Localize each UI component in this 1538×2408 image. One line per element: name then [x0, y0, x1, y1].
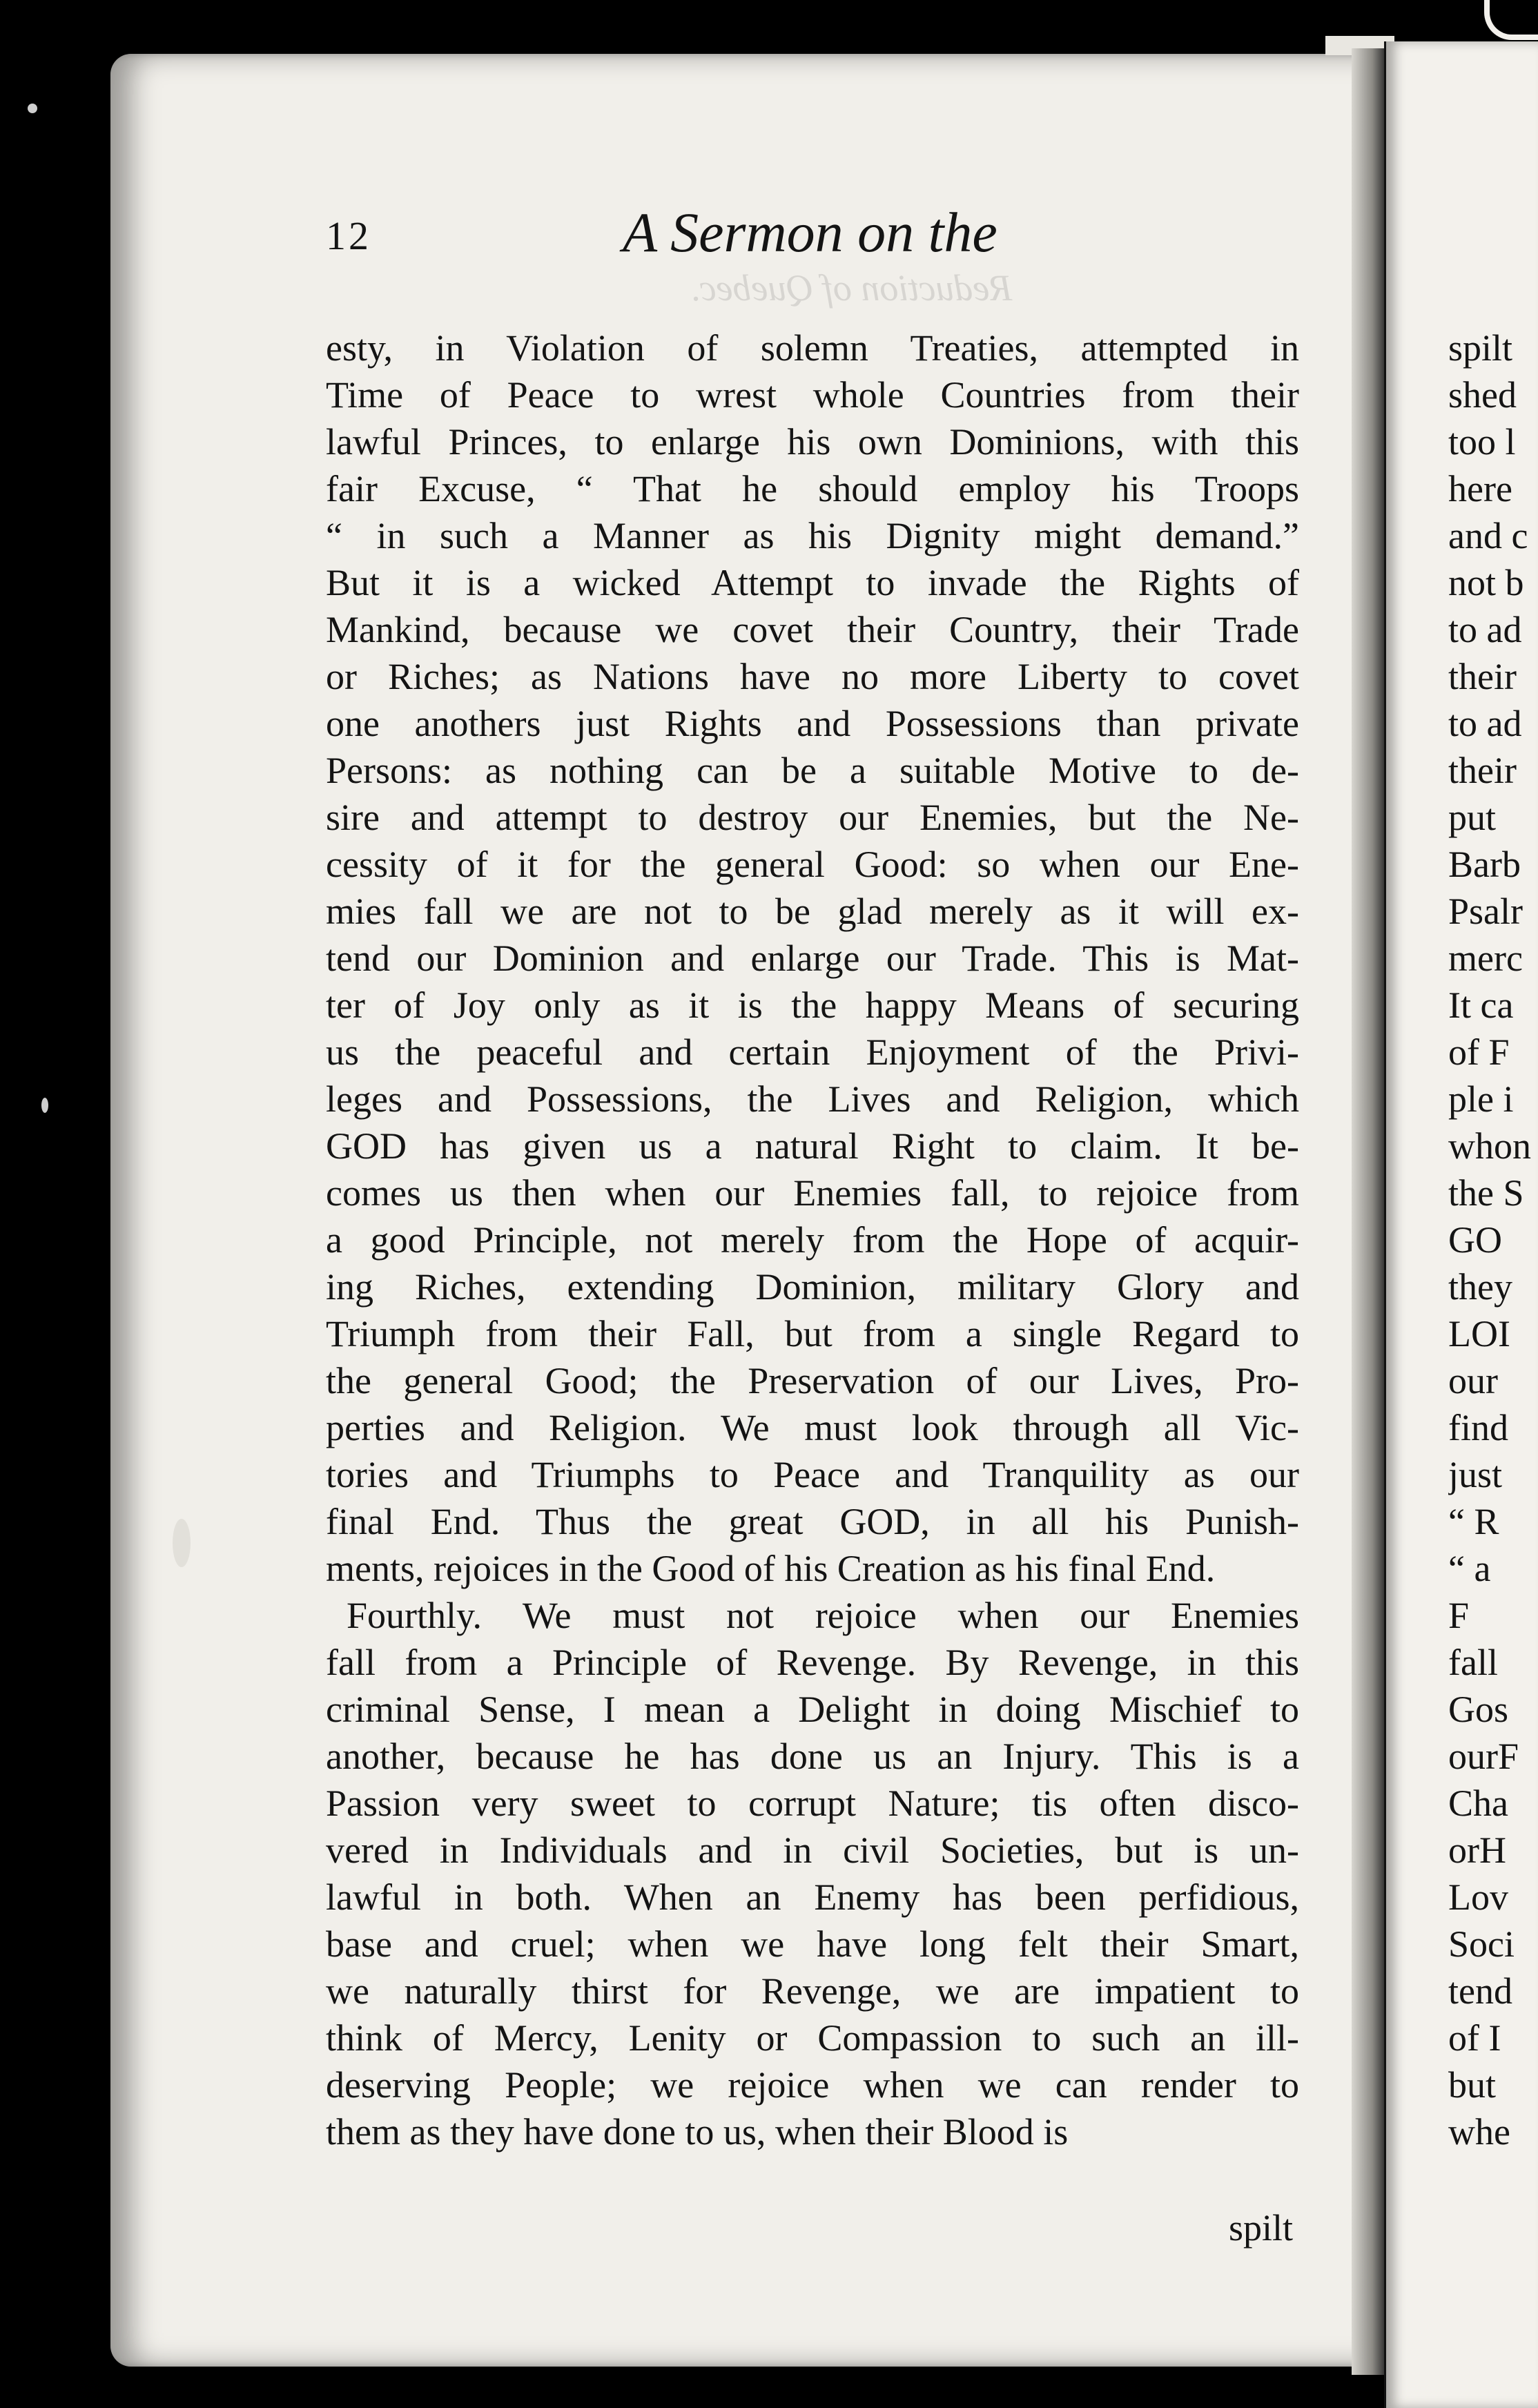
- text-line: one anothers just Rights and Possessions than private: [326, 703, 1299, 744]
- facing-page-line: not b: [1448, 562, 1524, 603]
- facing-page-line: “ a: [1448, 1548, 1491, 1589]
- text-line: them as they have done to us, when their Blood is: [326, 2111, 1069, 2153]
- text-line: fall from a Principle of Revenge. By Revenge, in this: [326, 1642, 1299, 1683]
- text-line: mies fall we are not to be glad merely as it will ex-: [326, 891, 1299, 932]
- facing-page-line: Cha: [1448, 1783, 1508, 1824]
- scan-speck: [28, 104, 37, 113]
- facing-page-line: It ca: [1448, 984, 1514, 1026]
- facing-page-line: and c: [1448, 515, 1528, 556]
- facing-page-line: whe: [1448, 2111, 1510, 2153]
- catchword: spilt: [1229, 2207, 1294, 2249]
- facing-page-line: here: [1448, 468, 1512, 509]
- text-line: criminal Sense, I mean a Delight in doing Mischief to: [326, 1689, 1299, 1730]
- text-line: we naturally thirst for Revenge, we are impatient to: [326, 1970, 1299, 2012]
- text-line: Triumph from their Fall, but from a single Regard to: [326, 1313, 1299, 1354]
- text-line: us the peaceful and certain Enjoyment of the Privi-: [326, 1031, 1299, 1073]
- text-line: another, because he has done us an Injury. This is a: [326, 1736, 1299, 1777]
- scan-speck: [41, 1098, 48, 1113]
- facing-page-line: F: [1448, 1595, 1470, 1636]
- text-line: deserving People; we rejoice when we can render to: [326, 2064, 1299, 2106]
- facing-page-line: the S: [1448, 1172, 1524, 1214]
- text-line: base and cruel; when we have long felt their Smart,: [326, 1923, 1299, 1965]
- text-line: or Riches; as Nations have no more Liberty to covet: [326, 656, 1299, 697]
- facing-page-line: of F: [1448, 1031, 1510, 1073]
- facing-page-line: their: [1448, 750, 1517, 791]
- facing-page-line: whon: [1448, 1125, 1531, 1167]
- facing-page-line: ourF: [1448, 1736, 1519, 1777]
- facing-page-line: merc: [1448, 938, 1523, 979]
- text-line: sire and attempt to destroy our Enemies, but the Ne-: [326, 797, 1299, 838]
- text-line: tories and Triumphs to Peace and Tranquility as our: [326, 1454, 1299, 1495]
- text-line: cessity of it for the general Good: so when our Ene-: [326, 844, 1299, 885]
- page-stain: [173, 1519, 191, 1567]
- facing-page-line: of I: [1448, 2017, 1501, 2059]
- running-head: [326, 197, 1299, 273]
- text-line: think of Mercy, Lenity or Compassion to such an ill-: [326, 2017, 1299, 2059]
- facing-page-line: put: [1448, 797, 1497, 838]
- facing-page-line: LOI: [1448, 1313, 1510, 1354]
- facing-page-line: Psalr: [1448, 891, 1523, 932]
- text-line: Passion very sweet to corrupt Nature; tis often disco-: [326, 1783, 1299, 1824]
- facing-page-line: fall: [1448, 1642, 1498, 1683]
- text-line: But it is a wicked Attempt to invade the Rights of: [326, 562, 1299, 603]
- text-line: a good Principle, not merely from the Hope of acquir-: [326, 1219, 1299, 1261]
- text-line: lawful Princes, to enlarge his own Dominions, with this: [326, 421, 1299, 463]
- facing-page-line: to ad: [1448, 609, 1522, 650]
- facing-page-line: just: [1448, 1454, 1503, 1495]
- facing-page-line: to ad: [1448, 703, 1522, 744]
- text-line: the general Good; the Preservation of our Lives, Pro-: [326, 1360, 1299, 1401]
- page-corner-mark: [1484, 0, 1538, 40]
- facing-page-line: “ R: [1448, 1501, 1499, 1542]
- text-line: Time of Peace to wrest whole Countries from their: [326, 374, 1299, 416]
- text-line: final End. Thus the great GOD, in all his Punish-: [326, 1501, 1299, 1542]
- facing-page-line: ple i: [1448, 1078, 1514, 1120]
- text-line: vered in Individuals and in civil Societies, but is un-: [326, 1829, 1299, 1871]
- text-line: perties and Religion. We must look through all Vic-: [326, 1407, 1299, 1448]
- text-line: ter of Joy only as it is the happy Means of securing: [326, 984, 1299, 1026]
- body-text: [326, 324, 1299, 2155]
- text-line: ing Riches, extending Dominion, military Glory and: [326, 1266, 1299, 1308]
- text-line: tend our Dominion and enlarge our Trade. This is Mat-: [326, 938, 1299, 979]
- text-line: “ in such a Manner as his Dignity might demand.”: [326, 515, 1299, 556]
- text-line: lawful in both. When an Enemy has been perfidious,: [326, 1876, 1299, 1918]
- text-line: esty, in Violation of solemn Treaties, attempted in: [326, 327, 1299, 369]
- facing-page-line: but: [1448, 2064, 1497, 2106]
- facing-page-line: Gos: [1448, 1689, 1509, 1730]
- facing-page-line: orH: [1448, 1829, 1506, 1871]
- facing-page-line: our: [1448, 1360, 1498, 1401]
- text-line: Persons: as nothing can be a suitable Motive to de-: [326, 750, 1299, 791]
- facing-page-line: too l: [1448, 421, 1516, 463]
- facing-page-line: shed: [1448, 374, 1517, 416]
- facing-page-line: tend: [1448, 1970, 1512, 2012]
- facing-page-line: Soci: [1448, 1923, 1515, 1965]
- facing-page-line: spilt: [1448, 327, 1513, 369]
- bleed-through-text: Reduction of Quebec.: [690, 267, 1013, 309]
- running-title: A Sermon on the: [623, 201, 997, 264]
- text-line: Mankind, because we covet their Country, their Trade: [326, 609, 1299, 650]
- facing-page-line: Lov: [1448, 1876, 1508, 1918]
- book-gutter: [1352, 48, 1386, 2375]
- text-line: leges and Possessions, the Lives and Religion, which: [326, 1078, 1299, 1120]
- facing-page-line: GO: [1448, 1219, 1502, 1261]
- facing-page-line: find: [1448, 1407, 1508, 1448]
- text-line: fair Excuse, “ That he should employ his Troops: [326, 468, 1299, 509]
- text-line: ments, rejoices in the Good of his Creation as his final End.: [326, 1548, 1216, 1589]
- text-line: comes us then when our Enemies fall, to rejoice from: [326, 1172, 1299, 1214]
- facing-page-line: Barb: [1448, 844, 1521, 885]
- text-line: GOD has given us a natural Right to claim. It be-: [326, 1125, 1299, 1167]
- page-number: 12: [326, 213, 371, 258]
- text-line: Fourthly. We must not rejoice when our Enemies: [347, 1595, 1299, 1636]
- facing-page-text: [1448, 324, 1538, 2155]
- facing-page-line: they: [1448, 1266, 1512, 1308]
- facing-page-line: their: [1448, 656, 1517, 697]
